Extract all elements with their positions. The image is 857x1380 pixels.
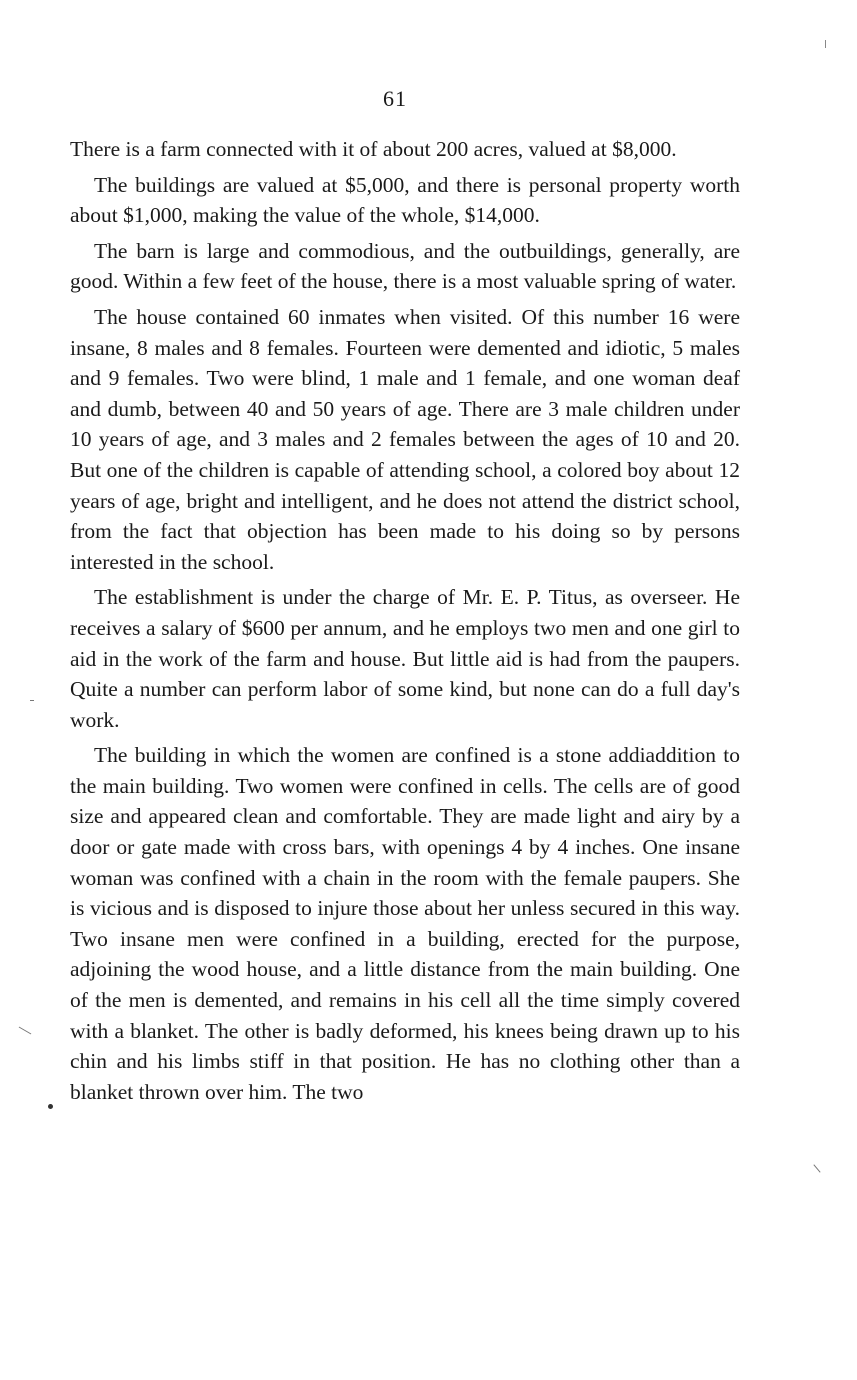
paragraph-overseer: The establishment is under the charge of Mr. E. P. Titus, as overseer. He receives a salary of $600 per annum, and he employs two men and one girl to aid in the work of the farm and house. But little aid is had from the paupers. Quite a number can perform labor of some kind, but none can do a full day's work.	[70, 585, 740, 732]
paragraph-buildings-value: The buildings are valued at $5,000, and there is personal property worth about $1,000, making the value of the whole, $14,000.	[70, 172, 740, 228]
scan-mark-left	[19, 1027, 32, 1035]
scan-speck	[48, 1104, 53, 1109]
page-number: 61	[383, 86, 407, 111]
body-text	[70, 134, 740, 1112]
paragraph-farm: There is a farm connected with it of about 200 acres, valued at $8,000.	[70, 137, 677, 161]
scan-mark-right	[813, 1164, 820, 1172]
paragraph-confinement: The building in which the women are confined is a stone addiaddition to the main building. Two women were confined in cells. The cells are of good size and appeared clean and comfortable. They are made light and airy by a door or gate made with cross bars, with openings 4 by 4 inches. One insane woman was confined with a chain in the room with the female paupers. She is vicious and is disposed to injure those about her unless secured in this way. Two insane men were confined in a building, erected for the purpose, adjoining the wood house, and a little distance from the main building. One of the men is demented, and remains in his cell all the time simply covered with a blanket. The other is badly deformed, his knees being drawn up to his chin and his limbs stiff in that position. He has no clothing other than a blanket thrown over him. The two	[70, 743, 740, 1104]
scan-mark-left-small	[30, 700, 34, 701]
paragraph-inmates: The house contained 60 inmates when visited. Of this number 16 were insane, 8 males and 8 females. Fourteen were demented and idiotic, 5 males and 9 females. Two were blind, 1 male and 1 female, and one woman deaf and dumb, between 40 and 50 years of age. There are 3 male children under 10 years of age, and 3 males and 2 females between the ages of 10 and 20. But one of the children is capable of attending school, a colored boy about 12 years of age, bright and intelligent, and he does not attend the district school, from the fact that objection has been made to his doing so by persons interested in the school.	[70, 304, 740, 574]
paragraph-barn: The barn is large and commodious, and the outbuildings, generally, are good. Within a few feet of the house, there is a most valuable spring of water.	[70, 238, 740, 294]
scan-mark-top-right	[825, 40, 826, 48]
